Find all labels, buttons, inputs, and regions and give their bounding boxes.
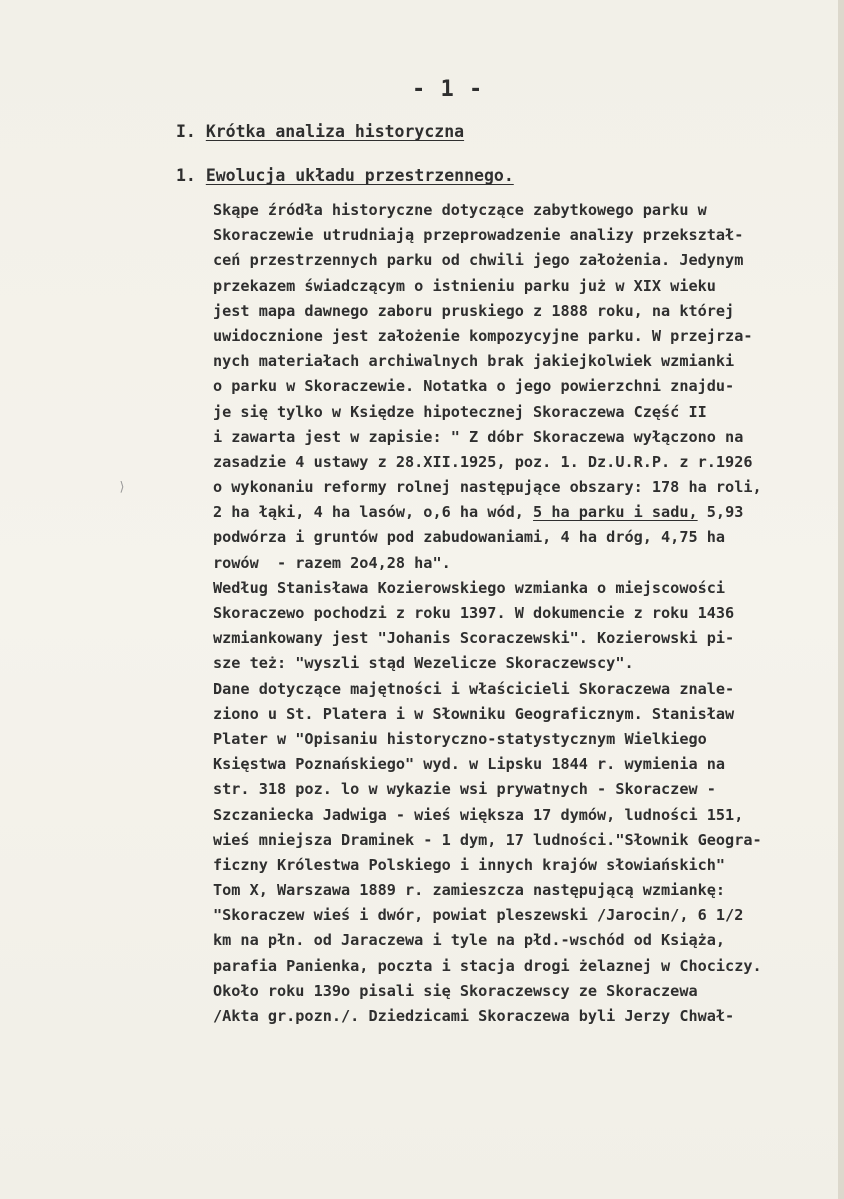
text-line: wzmiankowany jest "Johanis Scoraczewski". Kozierowski pi- bbox=[213, 629, 735, 648]
text-line: wieś mniejsza Draminek - 1 dym, 17 ludności."Słownik Geogra- bbox=[213, 830, 762, 849]
text-line-underlined bbox=[213, 500, 833, 525]
page-edge bbox=[838, 0, 844, 1199]
subsection-heading bbox=[176, 166, 514, 185]
text-line: Skąpe źródła historyczne dotyczące zabytkowego parku w bbox=[213, 201, 707, 219]
text-line: "Skoraczew wieś i dwór, powiat pleszewski /Jarocin/, 6 1/2 bbox=[213, 906, 744, 925]
text-line: sze też: "wyszli stąd Wezelicze Skoraczewscy". bbox=[213, 654, 634, 673]
section-title: Krótka analiza historyczna bbox=[205, 122, 465, 141]
text-line: zasadzie 4 ustawy z 28.XII.1925, poz. 1. Dz.U.R.P. z r.1926 bbox=[213, 452, 753, 471]
text-line: ficzny Królestwa Polskiego i innych krajów słowiańskich" bbox=[213, 855, 726, 874]
text-line: Szczaniecka Jadwiga - wieś większa 17 dymów, ludności 151, bbox=[213, 805, 744, 824]
text-line: ziono u St. Platera i w Słowniku Geograficznym. Stanisław bbox=[213, 704, 735, 723]
text-line: o wykonaniu reformy rolnej następujące obszary: 178 ha roli, bbox=[213, 478, 762, 497]
text-line: Dane dotyczące majętności i właścicieli Skoraczewa znale- bbox=[213, 679, 735, 698]
text-line: Tom X, Warszawa 1889 r. zamieszcza następującą wzmiankę: bbox=[213, 881, 726, 900]
text-line: parafia Panienka, poczta i stacja drogi żelaznej w Chociczy. bbox=[213, 956, 762, 975]
text-line: jest mapa dawnego zaboru pruskiego z 1888 roku, na której bbox=[213, 301, 735, 320]
text-line: /Akta gr.pozn./. Dziedzicami Skoraczewa byli Jerzy Chwał- bbox=[213, 1007, 735, 1025]
underlined-segment: 5 ha parku i sadu, bbox=[533, 503, 698, 522]
text-line: o parku w Skoraczewie. Notatka o jego powierzchni znajdu- bbox=[213, 377, 735, 396]
body-text bbox=[213, 198, 833, 1029]
text-line: i zawarta jest w zapisie: " Z dóbr Skoraczewa wyłączono na bbox=[213, 427, 744, 446]
page-number: - 1 - bbox=[412, 77, 484, 102]
text-line: str. 318 poz. lo w wykazie wsi prywatnych - Skoraczew - bbox=[213, 780, 716, 799]
subsection-number: 1. bbox=[176, 166, 196, 185]
text-line: Plater w "Opisaniu historyczno-statystycznym Wielkiego bbox=[213, 729, 707, 748]
text-line: Skoraczewie utrudniają przeprowadzenie analizy przekształ- bbox=[213, 226, 744, 245]
text-line: Skoraczewo pochodzi z roku 1397. W dokumencie z roku 1436 bbox=[213, 604, 735, 622]
text-line: ceń przestrzennych parku od chwili jego założenia. Jedynym bbox=[213, 251, 744, 270]
text-line: nych materiałach archiwalnych brak jakiejkolwiek wzmianki bbox=[213, 352, 735, 371]
text-segment: 2 ha łąki, 4 ha lasów, o,6 ha wód, bbox=[213, 503, 524, 522]
text-line: Około roku 139o pisali się Skoraczewscy ze Skoraczewa bbox=[213, 981, 698, 1000]
text-line: km na płn. od Jaraczewa i tyle na płd.-wschód od Książa, bbox=[213, 931, 726, 950]
text-line: podwórza i gruntów pod zabudowaniami, 4 ha dróg, 4,75 ha bbox=[213, 528, 726, 547]
text-line: Księstwa Poznańskiego" wyd. w Lipsku 1844 r. wymienia na bbox=[213, 755, 726, 774]
text-line: Według Stanisława Kozierowskiego wzmianka o miejscowości bbox=[213, 578, 726, 597]
text-line: uwidocznione jest założenie kompozycyjne parku. W przejrza- bbox=[213, 326, 753, 345]
text-line: przekazem świadczącym o istnieniu parku już w XIX wieku bbox=[213, 276, 716, 295]
text-segment: 5,93 bbox=[697, 503, 744, 522]
section-heading bbox=[176, 122, 464, 141]
text-line: je się tylko w Księdze hipotecznej Skoraczewa Część II bbox=[213, 402, 707, 421]
text-line: rowów - razem 2o4,28 ha". bbox=[213, 553, 451, 572]
subsection-title: Ewolucja układu przestrzennego. bbox=[205, 166, 514, 185]
margin-mark: ⟩ bbox=[118, 480, 126, 495]
section-number: I. bbox=[176, 122, 196, 141]
